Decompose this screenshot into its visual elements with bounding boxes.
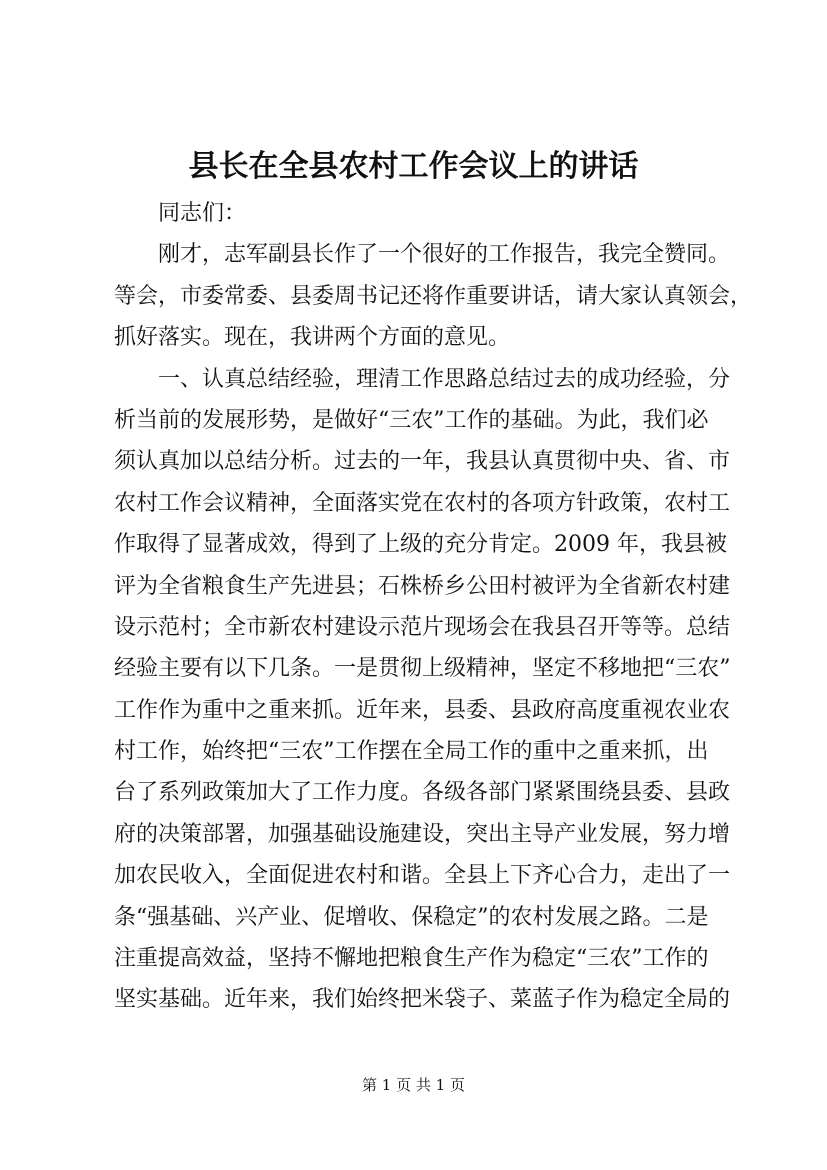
text-line: 设示范村；全市新农村建设示范片现场会在我县召开等等。总结 — [114, 614, 731, 640]
text-line: 坚实基础。近年来，我们始终把米袋子、菜蓝子作为稳定全局的 — [114, 987, 731, 1013]
text-line: 同志们： — [158, 201, 247, 226]
text-line: 评为全省粮食生产先进县；石株桥乡公田村被评为全省新农村建 — [114, 573, 731, 599]
text-line: 工作作为重中之重来抓。近年来，县委、县政府高度重视农业农 — [114, 697, 731, 723]
text-line: 农村工作会议精神，全面落实党在农村的各项方针政策，农村工 — [114, 490, 731, 516]
text-line: 须认真加以总结分析。过去的一年，我县认真贯彻中央、省、市 — [114, 449, 731, 475]
text-line: 析当前的发展形势，是做好“三农”工作的基础。为此，我们必 — [114, 407, 709, 433]
document-title: 县长在全县农村工作会议上的讲话 — [188, 149, 639, 184]
text-line: 作取得了显著成效，得到了上级的充分肯定。2009 年，我县被 — [114, 532, 727, 558]
text-line: 等会，市委常委、县委周书记还将作重要讲话，请大家认真领会， — [114, 283, 753, 309]
page-footer: 第 1 页 共 1 页 — [362, 1076, 465, 1094]
text-line: 条“强基础、兴产业、促增收、保稳定”的农村发展之路。二是 — [114, 904, 709, 930]
text-line: 台了系列政策加大了工作力度。各级各部门紧紧围绕县委、县政 — [114, 780, 731, 806]
text-line: 刚才，志军副县长作了一个很好的工作报告，我完全赞同。 — [158, 242, 731, 268]
text-line: 一、认真总结经验，理清工作思路总结过去的成功经验，分 — [158, 366, 731, 392]
text-line: 府的决策部署，加强基础设施建设，突出主导产业发展，努力增 — [114, 821, 731, 847]
text-line: 经验主要有以下几条。一是贯彻上级精神，坚定不移地把“三农” — [114, 656, 731, 682]
text-line: 抓好落实。现在，我讲两个方面的意见。 — [114, 325, 511, 351]
text-line: 加农民收入，全面促进农村和谐。全县上下齐心合力，走出了一 — [114, 863, 731, 889]
text-line: 注重提高效益，坚持不懈地把粮食生产作为稳定“三农”工作的 — [114, 946, 709, 972]
document-body — [114, 193, 753, 1021]
text-line: 村工作，始终把“三农”工作摆在全局工作的重中之重来抓，出 — [114, 739, 709, 765]
